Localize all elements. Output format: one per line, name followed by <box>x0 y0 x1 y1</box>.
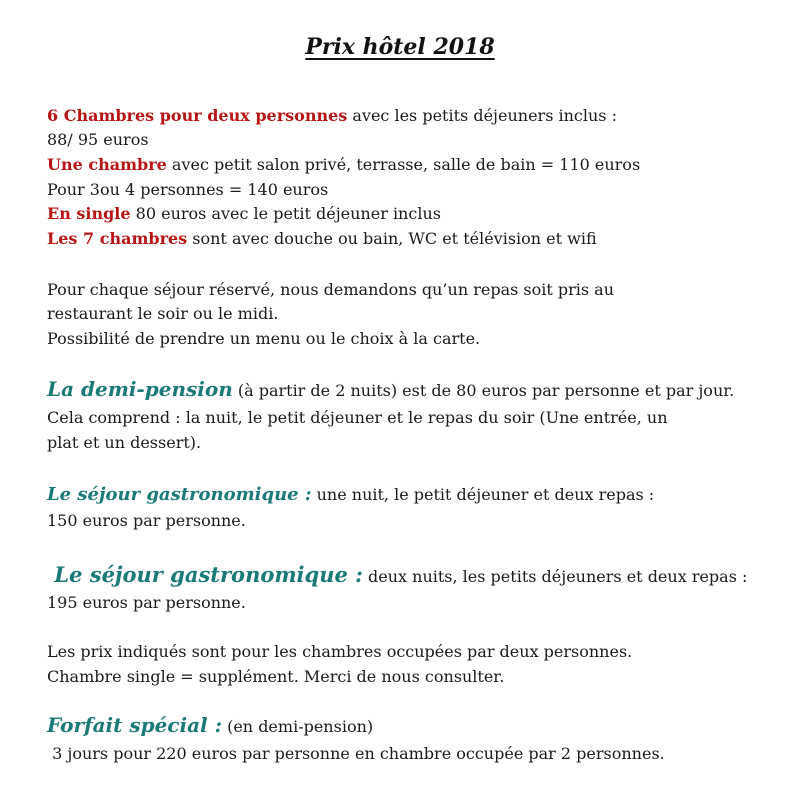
half-board-text: (à partir de 2 nuits) est de 80 euros par personne et par jour. <box>232 381 735 400</box>
suite-line <box>47 154 640 176</box>
notes-line-1: Les prix indiqués sont pour les chambres occupées par deux personnes. <box>47 642 633 661</box>
single-label: En single <box>47 204 131 223</box>
half-board-line-2: Cela comprend : la nuit, le petit déjeuner et le repas du soir (Une entrée, un <box>47 408 668 427</box>
suite-group-line: Pour 3ou 4 personnes = 140 euros <box>47 180 329 199</box>
special-label: Forfait spécial : <box>47 713 222 737</box>
single-text: 80 euros avec le petit déjeuner inclus <box>130 204 441 223</box>
gastro-1-text: une nuit, le petit déjeuner et deux repas : <box>311 485 655 504</box>
double-room-line <box>47 105 617 127</box>
double-room-price: 88/ 95 euros <box>47 130 149 149</box>
gastro-1-label: Le séjour gastronomique : <box>47 484 312 505</box>
half-board-line-3: plat et un dessert). <box>47 433 202 452</box>
double-room-text: avec les petits déjeuners inclus : <box>347 106 617 125</box>
double-room-label: 6 Chambres pour deux personnes <box>47 106 348 125</box>
single-line <box>47 203 441 225</box>
all-rooms-line <box>47 228 597 250</box>
half-board-label: La demi-pension <box>47 377 233 401</box>
special-line-2: 3 jours pour 220 euros par personne en chambre occupée par 2 personnes. <box>47 744 665 763</box>
gastro-1-line-2: 150 euros par personne. <box>47 511 246 530</box>
meal-policy-line-1: Pour chaque séjour réservé, nous demandons qu’un repas soit pris au <box>47 280 615 299</box>
all-rooms-label: Les 7 chambres <box>47 229 188 248</box>
all-rooms-text: sont avec douche ou bain, WC et télévision et wifi <box>187 229 597 248</box>
meal-policy-line-3: Possibilité de prendre un menu ou le choix à la carte. <box>47 329 481 348</box>
special-text: (en demi-pension) <box>222 717 374 736</box>
notes-line-2: Chambre single = supplément. Merci de nous consulter. <box>47 667 505 686</box>
special-line <box>47 714 373 738</box>
page-title: Prix hôtel 2018 <box>305 34 495 60</box>
meal-policy-line-2: restaurant le soir ou le midi. <box>47 304 279 323</box>
gastro-2-label: Le séjour gastronomique : <box>47 562 363 587</box>
gastro-2-line <box>47 564 747 588</box>
suite-text: avec petit salon privé, terrasse, salle de bain = 110 euros <box>166 155 641 174</box>
half-board-line <box>47 378 734 402</box>
gastro-2-text: deux nuits, les petits déjeuners et deux repas : <box>362 567 748 586</box>
gastro-1-line <box>47 484 654 506</box>
gastro-2-line-2: 195 euros par personne. <box>47 593 246 612</box>
suite-label: Une chambre <box>47 155 167 174</box>
